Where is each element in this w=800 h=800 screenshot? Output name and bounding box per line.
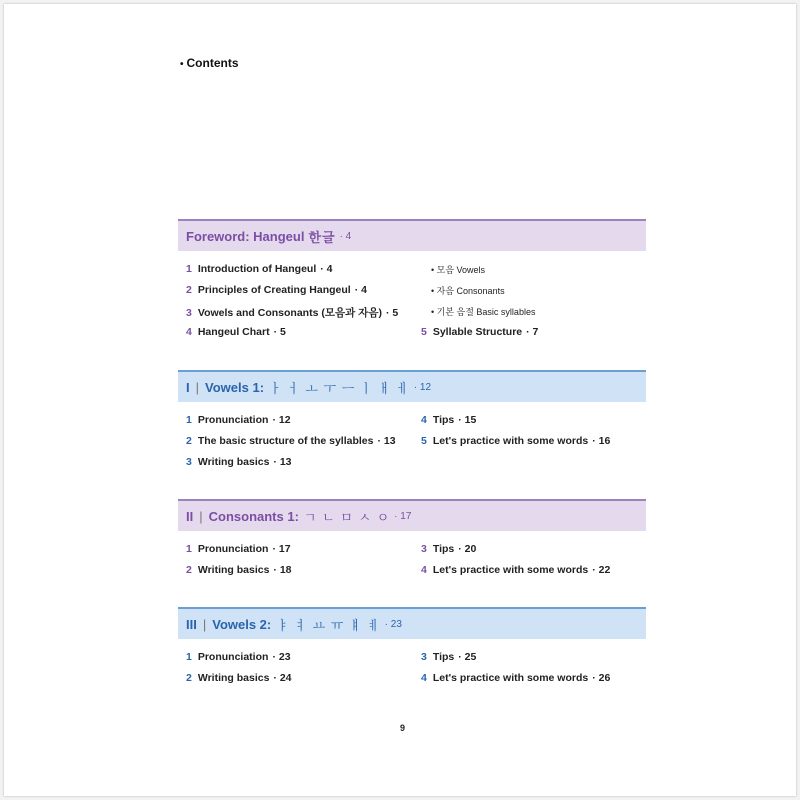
toc-item[interactable]: 2 Principles of Creating Hangeul · 4 <box>186 284 367 296</box>
toc-item[interactable]: 1 Introduction of Hangeul · 4 <box>186 263 333 275</box>
section-consonants-1-chars: ㄱ ㄴ ㅁ ㅅ ㅇ <box>303 509 391 525</box>
page-number: 9 <box>400 723 406 733</box>
section-vowels-1-title: Vowels 1: <box>205 379 265 395</box>
section-roman-numeral: I <box>186 379 190 395</box>
section-foreword-hangul: 한글 <box>308 229 336 245</box>
toc-item[interactable]: 4 Let's practice with some words · 22 <box>421 564 611 576</box>
section-foreword-title: Foreword: Hangeul <box>186 228 305 244</box>
toc-subitem[interactable]: • 모음 Vowels <box>431 265 486 275</box>
toc-item[interactable]: 3 Vowels and Consonants (모음과 자음) · 5 <box>186 307 399 319</box>
section-consonants-1-header <box>178 499 646 531</box>
toc-item[interactable]: 5 Let's practice with some words · 16 <box>421 435 611 447</box>
section-roman-numeral: II <box>186 508 194 524</box>
toc-item[interactable]: 3 Tips · 25 <box>421 651 477 663</box>
section-foreword-page: · 4 <box>339 230 352 242</box>
section-foreword-header <box>178 219 646 251</box>
section-vowels-1-chars: ㅏ ㅓ ㅗ ㅜ ㅡ ㅣ ㅐ ㅔ <box>269 380 410 396</box>
section-vowels-1-page: · 12 <box>413 381 432 393</box>
toc-item[interactable]: 1 Pronunciation · 12 <box>186 414 291 426</box>
toc-item[interactable]: 3 Writing basics · 13 <box>186 456 292 468</box>
toc-subitem[interactable]: • 기본 음절 Basic syllables <box>431 307 536 317</box>
section-consonants-1-title: Consonants 1: <box>208 508 299 524</box>
toc-item[interactable]: 1 Pronunciation · 17 <box>186 543 291 555</box>
section-vowels-2-chars: ㅑ ㅕ ㅛ ㅠ ㅒ ㅖ <box>276 617 381 633</box>
contents-heading <box>180 56 239 70</box>
section-vowels-2-page: · 23 <box>384 618 402 630</box>
section-separator: | <box>199 508 203 524</box>
section-vowels-2-header <box>178 607 646 639</box>
toc-item[interactable]: 4 Hangeul Chart · 5 <box>186 326 286 338</box>
toc-subitem[interactable]: • 자음 Consonants <box>431 286 505 296</box>
toc-item[interactable]: 3 Tips · 20 <box>421 543 477 555</box>
section-roman-numeral: III <box>186 616 197 632</box>
toc-item[interactable]: 2 Writing basics · 24 <box>186 672 292 684</box>
section-separator: | <box>195 379 200 395</box>
section-vowels-1-header <box>178 370 646 402</box>
contents-title-text: Contents <box>186 56 239 70</box>
toc-item[interactable]: 2 Writing basics · 18 <box>186 564 292 576</box>
section-separator: | <box>202 616 207 632</box>
toc-item[interactable]: 4 Tips · 15 <box>421 414 477 426</box>
toc-item[interactable]: 2 The basic structure of the syllables · 13 <box>186 435 396 447</box>
toc-item[interactable]: 5 Syllable Structure · 7 <box>421 326 539 338</box>
section-consonants-1-page: · 17 <box>394 510 412 522</box>
section-vowels-2-title: Vowels 2: <box>212 616 272 632</box>
contents-bullet: • <box>180 59 184 70</box>
toc-item[interactable]: 1 Pronunciation · 23 <box>186 651 291 663</box>
toc-item[interactable]: 4 Let's practice with some words · 26 <box>421 672 611 684</box>
